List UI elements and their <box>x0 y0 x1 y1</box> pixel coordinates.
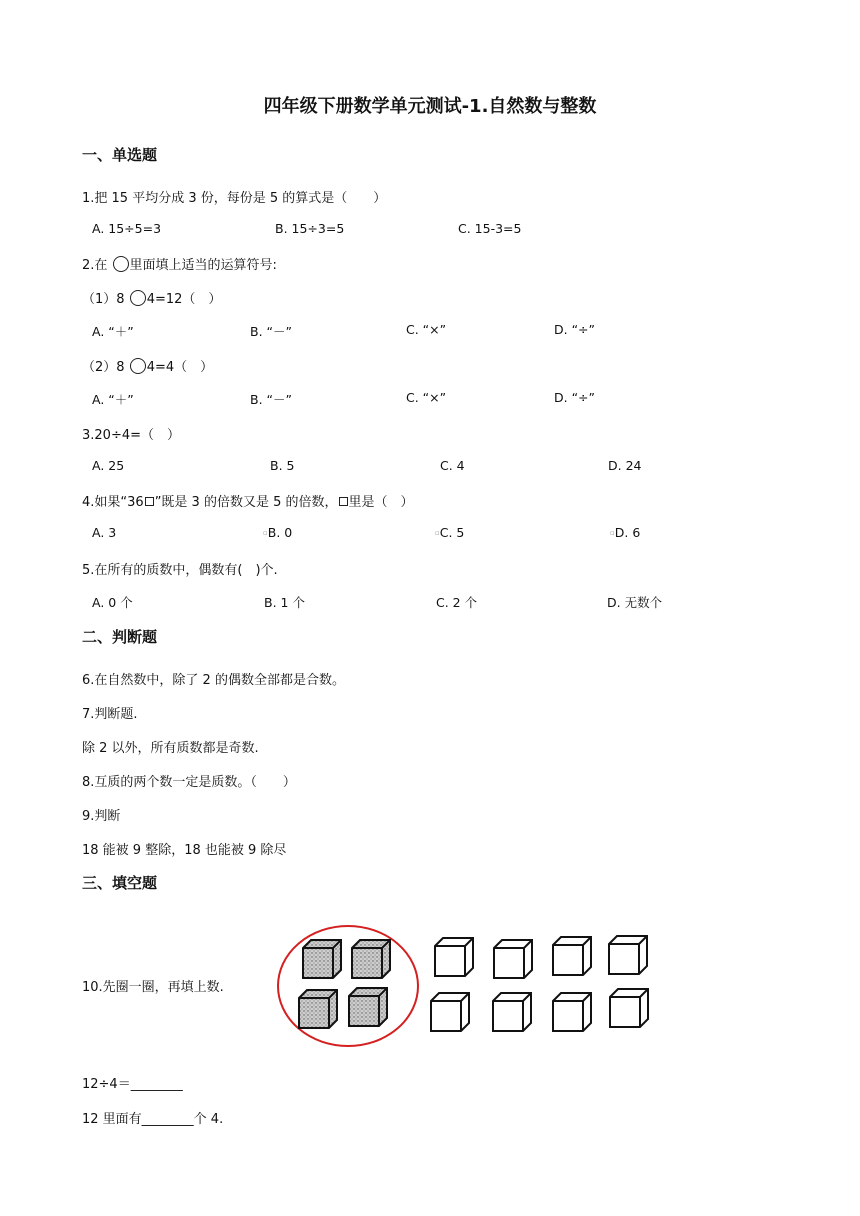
cubes-figure <box>270 920 670 1055</box>
cube-icon <box>435 938 473 976</box>
marker-icon: ▫ <box>610 529 615 537</box>
cube-icon <box>553 937 591 975</box>
q4-text-pre: 4.如果“36 <box>82 495 144 510</box>
circle-icon <box>130 358 146 374</box>
q2p1-option-c[interactable]: C. “×” <box>406 322 447 337</box>
q2-text-pre: 2.在 <box>82 258 108 273</box>
q4-option-d-label: D. 6 <box>614 525 641 540</box>
q4-option-c-label: C. 5 <box>439 525 465 540</box>
q2-p1-post: 4=12（ ） <box>146 292 222 307</box>
q5-option-d[interactable]: D. 无数个 <box>607 595 663 610</box>
circle-icon <box>130 290 146 306</box>
q2-p1-pre: （1）8 <box>82 292 125 307</box>
q4-text-post: 里是（ ） <box>348 495 414 510</box>
q1-option-a[interactable]: A. 15÷5=3 <box>92 221 162 236</box>
section-heading-fill-blank: 三、填空题 <box>82 874 158 892</box>
question-2 <box>82 254 277 273</box>
question-7-statement: 除 2 以外，所有质数都是奇数. <box>82 741 259 756</box>
q4-option-b[interactable] <box>263 525 292 540</box>
shaded-cube-icon <box>352 940 390 978</box>
cube-icon <box>493 993 531 1031</box>
q2-p2-pre: （2）8 <box>82 360 125 375</box>
cube-icon <box>494 940 532 978</box>
question-8: 8.互质的两个数一定是质数。（ ） <box>82 775 296 790</box>
q5-option-c[interactable]: C. 2 个 <box>436 595 478 610</box>
marker-icon: ▫ <box>263 529 268 537</box>
section-heading-judgment: 二、判断题 <box>82 628 158 646</box>
q2p2-option-b[interactable]: B. “－” <box>250 392 292 407</box>
q4-option-a[interactable]: A. 3 <box>92 525 117 540</box>
q2p2-option-a[interactable]: A. “＋” <box>92 392 134 407</box>
square-icon <box>339 497 348 506</box>
question-5: 5.在所有的质数中，偶数有( )个. <box>82 563 278 578</box>
cube-icon <box>553 993 591 1031</box>
q5-option-a[interactable]: A. 0 个 <box>92 595 133 610</box>
question-6: 6.在自然数中，除了 2 的偶数全部都是合数。 <box>82 673 345 688</box>
question-4 <box>82 491 414 510</box>
q4-option-b-label: B. 0 <box>267 525 293 540</box>
q4-option-c[interactable] <box>435 525 464 540</box>
q3-option-d[interactable]: D. 24 <box>608 458 642 473</box>
q2p2-option-c[interactable]: C. “×” <box>406 390 447 405</box>
marker-icon: ▫ <box>435 529 440 537</box>
section-heading-single-choice: 一、单选题 <box>82 146 158 164</box>
shaded-cube-icon <box>349 988 387 1026</box>
q1-option-b[interactable]: B. 15÷3=5 <box>275 221 345 236</box>
question-10-blank-1[interactable]: 12÷4＝________ <box>82 1077 183 1092</box>
q2p1-option-a[interactable]: A. “＋” <box>92 324 134 339</box>
q5-option-b[interactable]: B. 1 个 <box>264 595 305 610</box>
page-title: 四年级下册数学单元测试-1.自然数与整数 <box>263 96 597 117</box>
q3-option-a[interactable]: A. 25 <box>92 458 125 473</box>
q4-option-d[interactable] <box>610 525 640 540</box>
question-3: 3.20÷4=（ ） <box>82 428 181 443</box>
cube-icon <box>610 989 648 1027</box>
q1-option-c[interactable]: C. 15-3=5 <box>458 221 522 236</box>
shaded-cube-icon <box>299 990 337 1028</box>
cube-icon <box>609 936 647 974</box>
q4-text-mid: ”既是 3 的倍数又是 5 的倍数， <box>154 495 338 510</box>
question-7: 7.判断题. <box>82 707 138 722</box>
shaded-cube-icon <box>303 940 341 978</box>
cube-icon <box>431 993 469 1031</box>
circle-icon <box>113 256 129 272</box>
question-1: 1.把 15 平均分成 3 份，每份是 5 的算式是（ ） <box>82 191 387 206</box>
question-10-blank-2[interactable]: 12 里面有________个 4. <box>82 1112 224 1127</box>
q2-p2-post: 4=4（ ） <box>146 360 214 375</box>
question-9: 9.判断 <box>82 809 121 824</box>
q2p1-option-b[interactable]: B. “－” <box>250 324 292 339</box>
question-9-statement: 18 能被 9 整除，18 也能被 9 除尽 <box>82 843 287 858</box>
q2p1-option-d[interactable]: D. “÷” <box>554 322 595 337</box>
q3-option-b[interactable]: B. 5 <box>270 458 295 473</box>
square-icon <box>145 497 154 506</box>
question-2-part-2 <box>82 356 213 375</box>
q2-text-post: 里面填上适当的运算符号: <box>129 258 277 273</box>
question-2-part-1 <box>82 288 221 307</box>
q3-option-c[interactable]: C. 4 <box>440 458 465 473</box>
question-10: 10.先圈一圈，再填上数. <box>82 980 224 995</box>
q2p2-option-d[interactable]: D. “÷” <box>554 390 595 405</box>
